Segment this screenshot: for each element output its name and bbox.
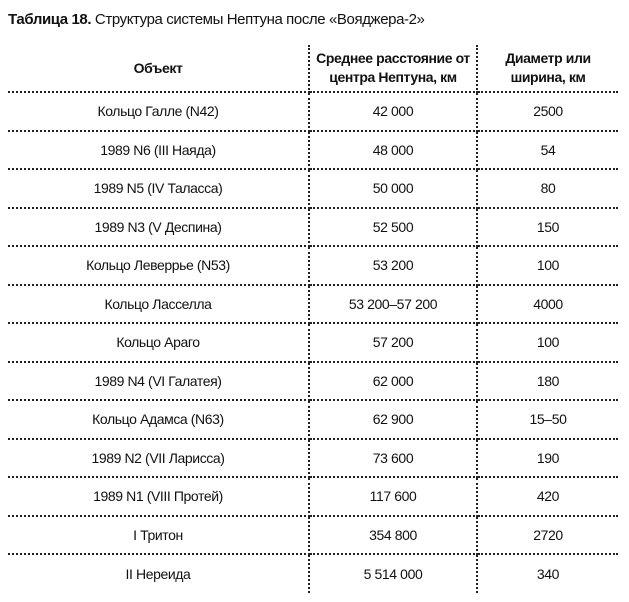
cell-object: 1989 N6 (III Наяда)	[8, 131, 309, 170]
cell-distance: 354 800	[309, 516, 477, 555]
table-row	[8, 169, 618, 208]
table-row	[8, 285, 618, 324]
table-row	[8, 208, 618, 247]
table-title: Структура системы Нептуна после «Вояджера-2»	[94, 11, 425, 28]
table-row	[8, 554, 618, 593]
header-diameter: Диаметр или ширина, км	[477, 45, 618, 92]
cell-object: Кольцо Адамса (N63)	[8, 400, 309, 439]
cell-object: Кольцо Ласселла	[8, 285, 309, 324]
cell-object: Кольцо Араго	[8, 323, 309, 362]
cell-distance: 5 514 000	[309, 554, 477, 593]
cell-diameter: 2500	[477, 92, 618, 131]
table-row	[8, 400, 618, 439]
cell-diameter: 15–50	[477, 400, 618, 439]
header-object: Объект	[8, 45, 309, 92]
table-row	[8, 362, 618, 401]
cell-distance: 57 200	[309, 323, 477, 362]
cell-object: Кольцо Леверрье (N53)	[8, 246, 309, 285]
cell-diameter: 180	[477, 362, 618, 401]
table-row	[8, 477, 618, 516]
cell-distance: 48 000	[309, 131, 477, 170]
table-caption	[8, 11, 425, 28]
cell-distance: 42 000	[309, 92, 477, 131]
cell-object: Кольцо Галле (N42)	[8, 92, 309, 131]
cell-distance: 52 500	[309, 208, 477, 247]
cell-diameter: 100	[477, 246, 618, 285]
cell-diameter: 420	[477, 477, 618, 516]
cell-distance: 53 200	[309, 246, 477, 285]
cell-object: I Тритон	[8, 516, 309, 555]
cell-diameter: 150	[477, 208, 618, 247]
cell-object: 1989 N2 (VII Ларисса)	[8, 439, 309, 478]
cell-diameter: 4000	[477, 285, 618, 324]
cell-diameter: 190	[477, 439, 618, 478]
cell-distance: 62 900	[309, 400, 477, 439]
cell-distance: 62 000	[309, 362, 477, 401]
table-row	[8, 92, 618, 131]
neptune-system-table	[8, 45, 618, 593]
cell-distance: 73 600	[309, 439, 477, 478]
cell-object: 1989 N1 (VIII Протей)	[8, 477, 309, 516]
table-row	[8, 246, 618, 285]
cell-object: II Нереида	[8, 554, 309, 593]
table-row	[8, 323, 618, 362]
table-row	[8, 439, 618, 478]
cell-distance: 53 200–57 200	[309, 285, 477, 324]
cell-diameter: 340	[536, 566, 560, 582]
cell-diameter: 100	[477, 323, 618, 362]
cell-distance: 50 000	[309, 169, 477, 208]
cell-object: 1989 N3 (V Деспина)	[8, 208, 309, 247]
cell-diameter: 80	[477, 169, 618, 208]
table-row	[8, 131, 618, 170]
table-row	[8, 516, 618, 555]
header-row	[8, 45, 618, 92]
table-number: Таблица 18.	[8, 11, 92, 28]
cell-object: 1989 N4 (VI Галатея)	[8, 362, 309, 401]
cell-diameter: 2720	[477, 516, 618, 555]
header-distance: Среднее расстояние от центра Нептуна, км	[309, 45, 477, 92]
cell-distance: 117 600	[309, 477, 477, 516]
cell-diameter: 54	[477, 131, 618, 170]
cell-object: 1989 N5 (IV Таласса)	[8, 169, 309, 208]
